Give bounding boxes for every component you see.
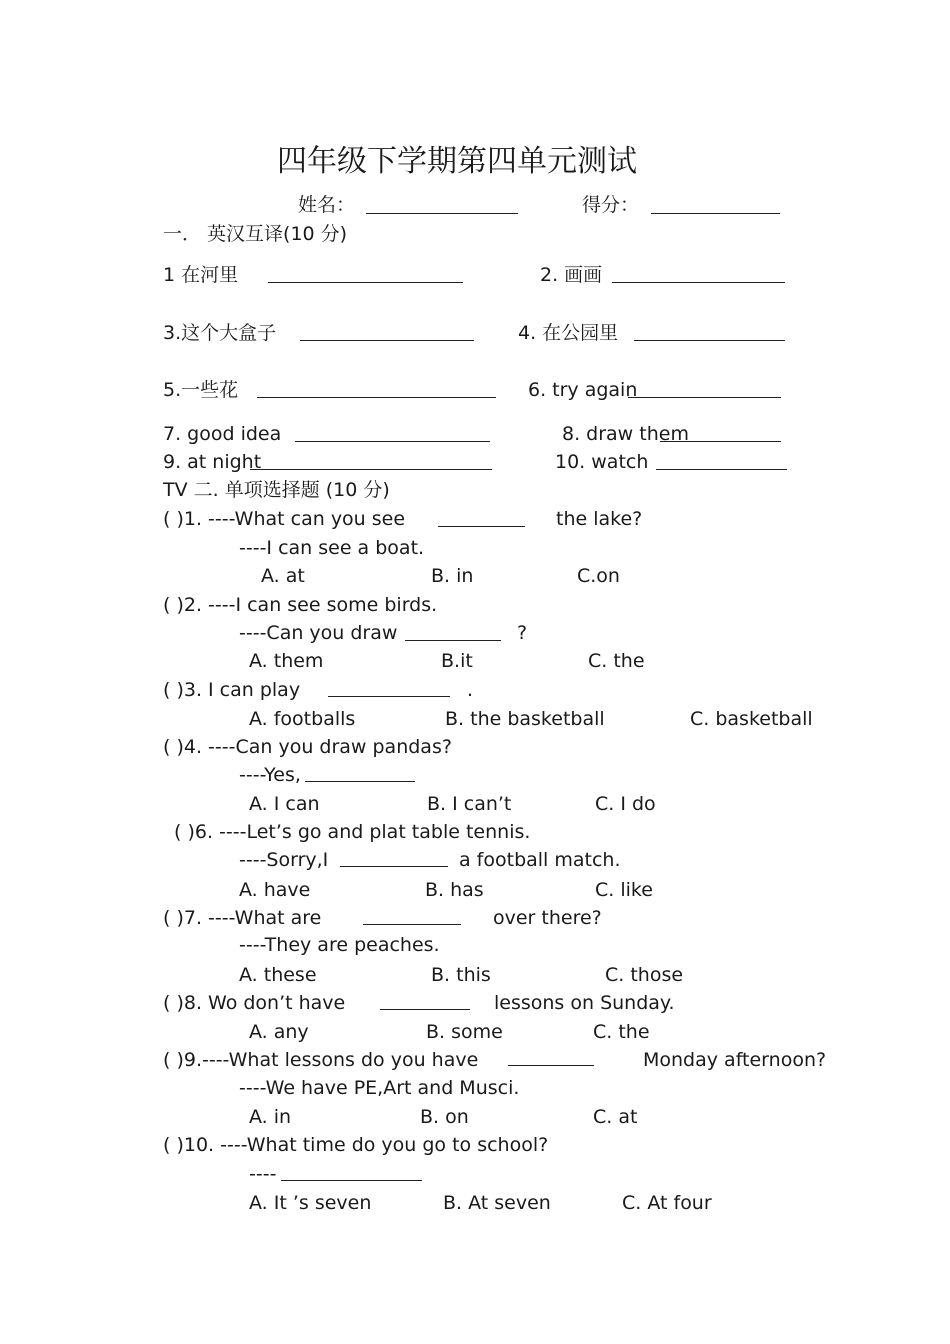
option-c: C. At four (622, 1192, 712, 1214)
answer-blank[interactable] (656, 469, 787, 470)
question-stem-tail: over there? (493, 907, 602, 929)
option-a: A. I can (249, 793, 320, 815)
question-line2: ----They are peaches. (239, 934, 440, 956)
question-stem: ( )8. Wo don’t have (163, 992, 346, 1014)
question-stem: ( )4. ----Can you draw pandas? (163, 736, 452, 758)
vocab-item: 10. watch (555, 451, 649, 473)
question-stem-tail: . (467, 679, 474, 701)
option-c: C. basketball (690, 708, 813, 730)
question-line2: ----Sorry,I (239, 849, 329, 871)
option-c: C. the (593, 1021, 650, 1043)
vocab-item: 8. draw them (562, 423, 689, 445)
answer-blank[interactable] (363, 924, 461, 925)
answer-blank[interactable] (660, 441, 781, 442)
question-stem: ( )3. I can play (163, 679, 301, 701)
section1-heading: 一． 英汉互译(10 分) (163, 223, 348, 245)
answer-blank[interactable] (634, 340, 785, 341)
answer-blank[interactable] (380, 1009, 470, 1010)
vocab-item: 7. good idea (163, 423, 282, 445)
option-b: B. this (431, 964, 491, 986)
vocab-item: 1 在河里 (163, 264, 239, 286)
answer-blank[interactable] (257, 397, 496, 398)
answer-blank[interactable] (405, 640, 501, 641)
vocab-item: 5.一些花 (163, 379, 239, 401)
answer-blank[interactable] (612, 282, 785, 283)
question-stem: ( )9.----What lessons do you have (163, 1049, 479, 1071)
option-a: A. them (249, 650, 324, 672)
answer-blank[interactable] (438, 526, 525, 527)
question-line2: ----Can you draw (239, 622, 398, 644)
option-b: B. At seven (443, 1192, 551, 1214)
option-c: C. those (605, 964, 684, 986)
option-b: B. in (431, 565, 474, 587)
option-c: C. the (588, 650, 645, 672)
option-a: A. It ’s seven (249, 1192, 372, 1214)
question-stem-tail: Monday afternoon? (643, 1049, 827, 1071)
option-c: C. I do (595, 793, 656, 815)
question-stem: ( )7. ----What are (163, 907, 322, 929)
question-stem: ( )6. ----Let’s go and plat table tennis. (174, 821, 531, 843)
vocab-item: 2. 画画 (540, 264, 603, 286)
answer-blank[interactable] (250, 469, 492, 470)
score-label: 得分： (582, 194, 640, 216)
option-b: B. some (426, 1021, 503, 1043)
question-line2: ----Yes, (239, 764, 301, 786)
vocab-item: 4. 在公园里 (518, 322, 619, 344)
question-stem: ( )2. ----I can see some birds. (163, 594, 438, 616)
option-a: A. any (249, 1021, 309, 1043)
name-blank[interactable] (366, 213, 518, 214)
option-c: C. like (595, 879, 653, 901)
answer-blank[interactable] (305, 781, 415, 782)
question-line2-tail: ? (517, 622, 528, 644)
option-a: A. in (249, 1106, 292, 1128)
option-a: A. have (239, 879, 311, 901)
answer-blank[interactable] (628, 397, 781, 398)
question-stem: ( )10. ----What time do you go to school? (163, 1134, 549, 1156)
name-label: 姓名： (298, 194, 356, 216)
option-b: B. on (420, 1106, 469, 1128)
vocab-item: 9. at night (163, 451, 262, 473)
question-line2: ----We have PE,Art and Musci. (239, 1077, 520, 1099)
option-a: A. these (239, 964, 317, 986)
answer-blank[interactable] (295, 441, 490, 442)
answer-blank[interactable] (508, 1065, 594, 1066)
section2-heading: TV 二. 单项选择题 (10 分) (163, 479, 390, 501)
option-c: C.on (577, 565, 620, 587)
option-a: A. footballs (249, 708, 356, 730)
option-a: A. at (261, 565, 305, 587)
vocab-item: 6. try again (528, 379, 638, 401)
answer-blank[interactable] (340, 866, 448, 867)
page-title: 四年级下学期第四单元测试 (277, 144, 637, 179)
score-blank[interactable] (651, 213, 780, 214)
option-b: B. I can’t (427, 793, 512, 815)
question-stem-tail: the lake? (556, 508, 643, 530)
option-b: B. the basketball (445, 708, 605, 730)
option-b: B.it (441, 650, 473, 672)
answer-blank[interactable] (300, 340, 474, 341)
answer-blank[interactable] (328, 696, 450, 697)
vocab-item: 3.这个大盒子 (163, 322, 277, 344)
answer-blank[interactable] (268, 282, 463, 283)
option-c: C. at (593, 1106, 638, 1128)
question-line2: ----I can see a boat. (239, 537, 425, 559)
question-stem-tail: lessons on Sunday. (494, 992, 675, 1014)
question-line2: ---- (249, 1163, 277, 1185)
option-b: B. has (425, 879, 484, 901)
question-stem: ( )1. ----What can you see (163, 508, 406, 530)
question-line2-tail: a football match. (459, 849, 621, 871)
answer-blank[interactable] (281, 1180, 422, 1181)
